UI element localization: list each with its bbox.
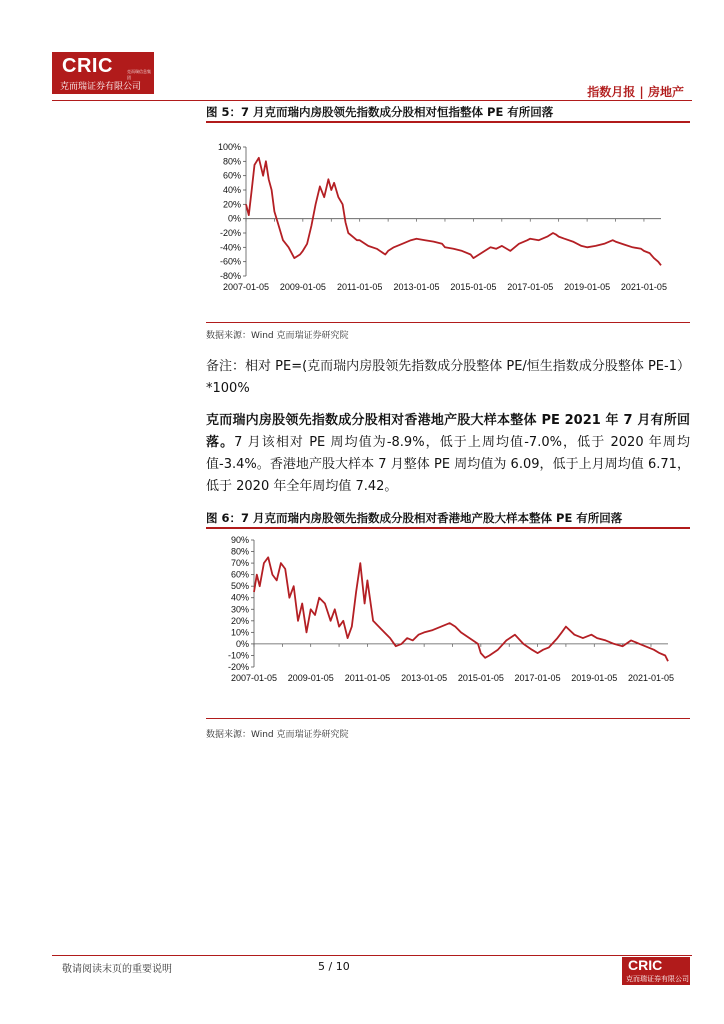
footer-logo-subtitle: 克而瑞证券有限公司 bbox=[626, 975, 689, 983]
page-number: 5 / 10 bbox=[318, 960, 350, 973]
y-tick-label: -20% bbox=[227, 662, 249, 672]
paragraph-bold: 克而瑞内房股领先指数成分股相对香港地产股大样本整体 PE 2021 年 7 月有所回落。 bbox=[206, 413, 690, 450]
y-tick-label: 20% bbox=[230, 615, 249, 626]
y-tick-label: 40% bbox=[230, 592, 249, 603]
analysis-paragraph bbox=[206, 410, 690, 498]
figure6-bottom-rule bbox=[206, 718, 690, 719]
logo-subtitle: 克而瑞证券有限公司 bbox=[60, 82, 142, 92]
series-line bbox=[254, 557, 668, 661]
x-tick-label: 2019-01-05 bbox=[571, 673, 618, 683]
y-tick-label: 10% bbox=[230, 627, 249, 638]
x-tick-label: 2015-01-05 bbox=[450, 282, 497, 292]
figure5-chart bbox=[206, 134, 690, 304]
y-tick-label: 40% bbox=[222, 185, 241, 195]
y-tick-label: 50% bbox=[230, 581, 249, 592]
footer-logo-text: CRIC bbox=[628, 957, 663, 973]
logo-text: CRIC bbox=[62, 55, 113, 77]
y-tick-label: 90% bbox=[230, 535, 249, 545]
y-tick-label: 60% bbox=[222, 170, 241, 181]
footer-logo bbox=[622, 957, 690, 985]
footer-divider bbox=[52, 955, 692, 956]
x-tick-label: 2007-01-05 bbox=[230, 673, 278, 683]
x-tick-label: 2009-01-05 bbox=[279, 282, 326, 292]
y-tick-label: -10% bbox=[227, 650, 249, 661]
x-tick-label: 2017-01-05 bbox=[507, 282, 554, 292]
figure5-top-rule bbox=[206, 121, 690, 123]
y-tick-label: -20% bbox=[219, 228, 241, 238]
x-tick-label: 2011-01-05 bbox=[337, 282, 383, 292]
figure5-source: 数据来源：Wind 克而瑞证券研究院 bbox=[206, 331, 349, 341]
y-tick-label: 100% bbox=[217, 142, 241, 152]
y-tick-label: 0% bbox=[235, 638, 249, 649]
figure6-title: 图 6：7 月克而瑞内房股领先指数成分股相对香港地产股大样本整体 PE 有所回落 bbox=[206, 511, 623, 525]
footer-disclaimer: 敬请阅读末页的重要说明 bbox=[62, 964, 172, 975]
x-tick-label: 2013-01-05 bbox=[393, 282, 440, 292]
y-tick-label: -60% bbox=[219, 256, 241, 267]
y-tick-label: 30% bbox=[230, 604, 249, 615]
y-tick-label: 80% bbox=[230, 546, 249, 557]
series-line bbox=[246, 158, 661, 265]
x-tick-label: 2021-01-05 bbox=[627, 673, 675, 683]
header-divider bbox=[52, 100, 692, 101]
x-tick-label: 2011-01-05 bbox=[344, 673, 391, 683]
y-tick-label: 70% bbox=[230, 558, 249, 569]
y-tick-label: 20% bbox=[222, 199, 241, 210]
y-tick-label: 0% bbox=[227, 213, 241, 224]
x-tick-label: 2009-01-05 bbox=[287, 673, 334, 683]
figure6-top-rule bbox=[206, 527, 690, 529]
x-tick-label: 2021-01-05 bbox=[620, 282, 667, 292]
logo-tiny-text: 克而瑞信息集团 bbox=[127, 69, 151, 80]
figure5-title: 图 5：7 月克而瑞内房股领先指数成分股相对恒指整体 PE 有所回落 bbox=[206, 105, 554, 119]
x-tick-label: 2013-01-05 bbox=[401, 673, 448, 683]
figure6-chart bbox=[206, 532, 690, 692]
section-label: 指数月报 | 房地产 bbox=[587, 85, 684, 99]
x-tick-label: 2007-01-05 bbox=[222, 282, 270, 292]
y-tick-label: 60% bbox=[230, 569, 249, 580]
x-tick-label: 2015-01-05 bbox=[457, 673, 504, 683]
paragraph-text: 7 月该相对 PE 周均值为-8.9%，低于上周均值-7.0%，低于 2020 年周均值-3.4%。香港地产股大样本 7 月整体 PE 周均值为 6.09，低于上月周均值 6.71，低于 2020 年全年周均值 7.42。 bbox=[206, 435, 690, 494]
y-tick-label: -40% bbox=[219, 242, 241, 253]
y-tick-label: -80% bbox=[219, 271, 241, 281]
brand-logo bbox=[52, 52, 154, 94]
y-tick-label: 80% bbox=[222, 156, 241, 167]
x-tick-label: 2019-01-05 bbox=[564, 282, 611, 292]
x-tick-label: 2017-01-05 bbox=[514, 673, 561, 683]
note-text: 备注：相对 PE=(克而瑞内房股领先指数成分股整体 PE/恒生指数成分股整体 PE-1）*100% bbox=[206, 359, 690, 396]
figure6-source: 数据来源：Wind 克而瑞证券研究院 bbox=[206, 730, 349, 740]
figure5-bottom-rule bbox=[206, 322, 690, 323]
